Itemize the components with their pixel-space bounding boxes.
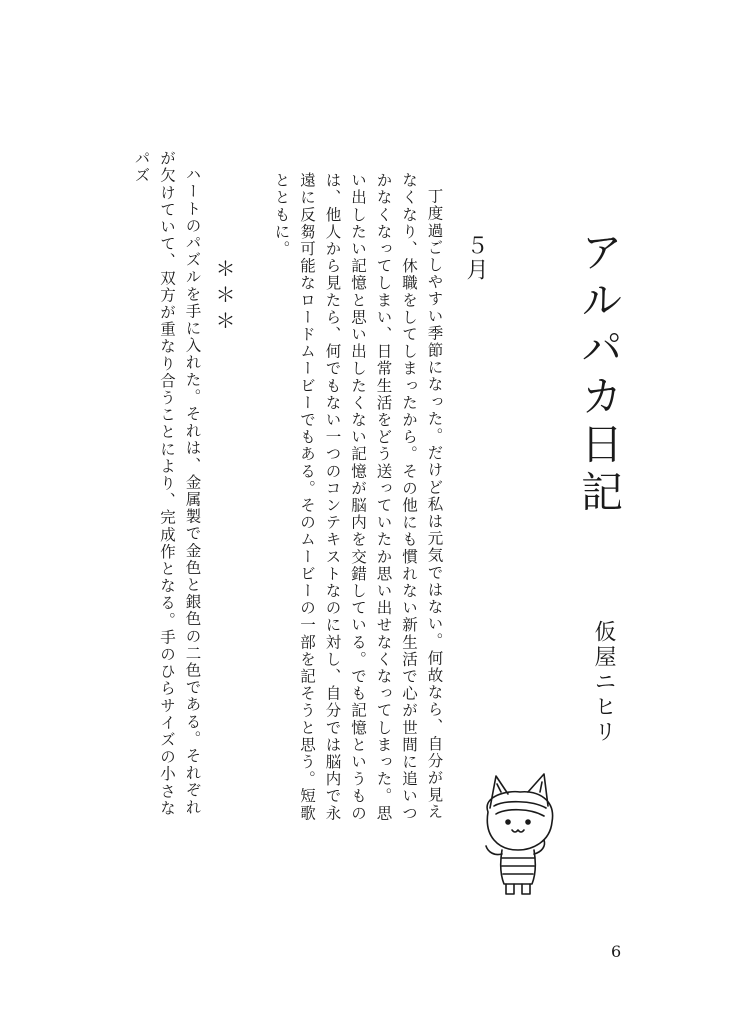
paragraph-text: 丁度過ごしやすい季節になった。だけど私は元気ではない。何故なら、自分が見えなくなり、休職をしてしまったから。その他にも慣れない新生活で心が世間に追いつかなくなってしまい、日常生活をどう送っていたか思い出せなくなってしまった。思い出したい記憶と思い出したくない記憶が脳内を交錯している。でも記憶というものは、他人から見たら、何でもない一つのコンテキストなのに対し、自分では脳内で永遠に反芻可能なロードムービーでもある。そのムービーの一部を記そうと思う。短歌とともに。 xyxy=(272,172,444,822)
body-paragraph-2 xyxy=(128,150,205,832)
page-title: アルパカ日記 xyxy=(575,230,624,518)
paragraph-text: ハートのパズルを手に入れた。それは、金属製で金色と銀色の二色である。それぞれが欠けていて、双方が重なり合うことにより、完成作となる。手のひらサイズの小さなパズ xyxy=(132,150,202,817)
body-paragraph-1 xyxy=(268,172,447,832)
section-separator: ＊＊＊ xyxy=(212,258,236,336)
page-number: 6 xyxy=(611,942,622,961)
author-name: 仮屋ニヒリ xyxy=(591,620,616,745)
cat-doodle-icon xyxy=(468,770,568,898)
section-heading: ５月 xyxy=(463,234,488,282)
